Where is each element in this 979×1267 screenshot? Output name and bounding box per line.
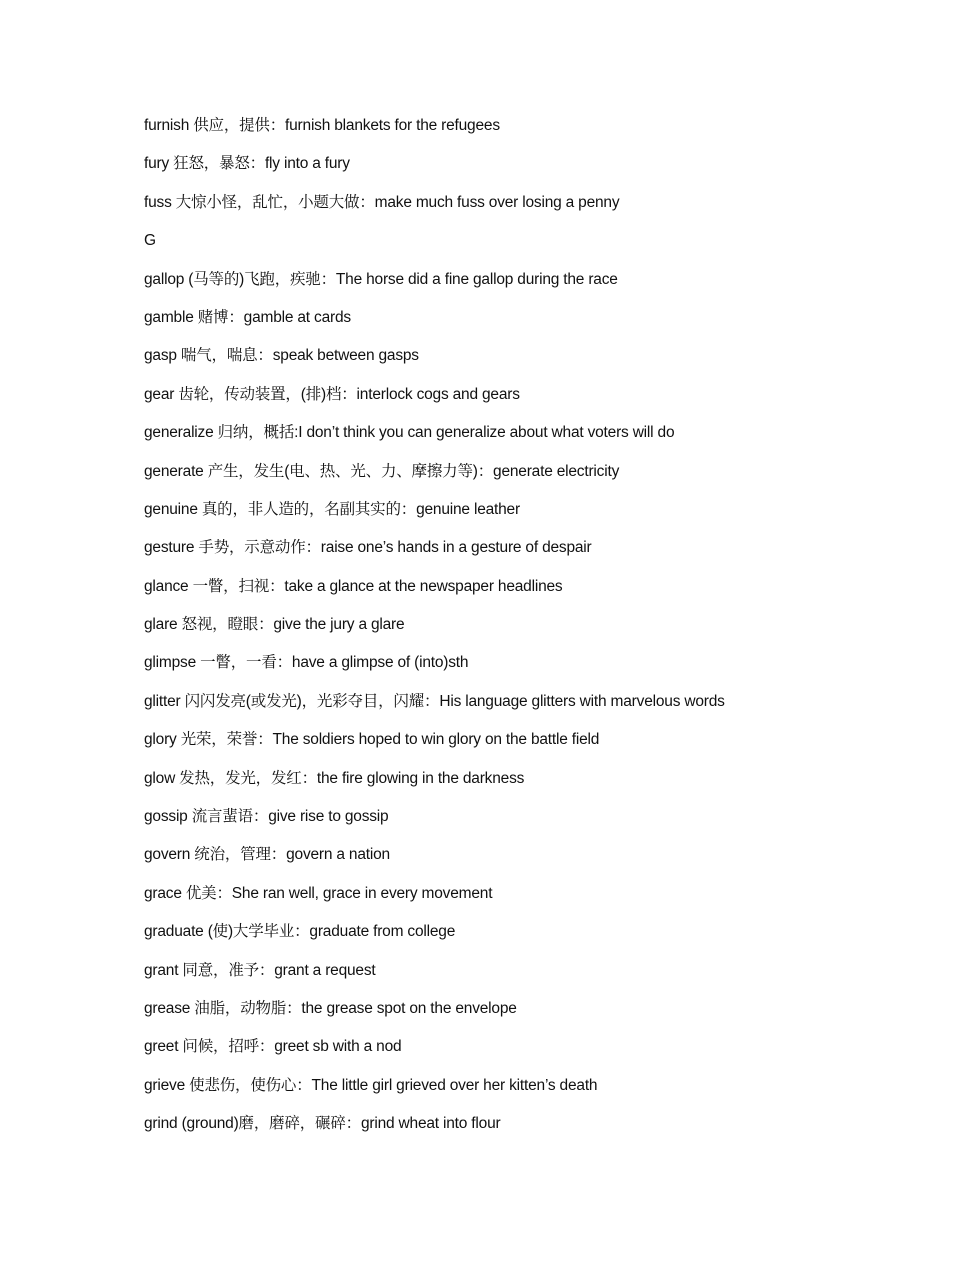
vocab-entry: grace 优美：She ran well, grace in every movement: [144, 884, 493, 902]
vocab-entry: glimpse 一瞥，一看：have a glimpse of (into)sth: [144, 654, 469, 672]
vocab-entry: govern 统治，管理：govern a nation: [144, 846, 390, 864]
vocab-entry: gear 齿轮，传动装置，(排)档：interlock cogs and gears: [144, 385, 520, 403]
vocab-entry: gamble 赌博：gamble at cards: [144, 308, 351, 326]
vocab-entry: glitter 闪闪发亮(或发光)，光彩夺目，闪耀：His language glitters with marvelous words: [144, 692, 725, 710]
vocabulary-list: [144, 114, 944, 1151]
vocab-entry: grieve 使悲伤，使伤心：The little girl grieved over her kitten’s death: [144, 1076, 598, 1094]
vocab-entry: glow 发热，发光，发红：the fire glowing in the darkness: [144, 769, 525, 787]
vocab-entry: furnish 供应，提供：furnish blankets for the refugees: [144, 117, 500, 134]
vocab-entry: gossip 流言蜚语：give rise to gossip: [144, 808, 389, 826]
vocab-entry: glance 一瞥，扫视：take a glance at the newspaper headlines: [144, 577, 563, 595]
vocab-entry: greet 问候，招呼：greet sb with a nod: [144, 1038, 402, 1056]
vocab-entry: gallop (马等的)飞跑，疾驰：The horse did a fine gallop during the race: [144, 270, 618, 288]
vocab-entry: gesture 手势，示意动作：raise one’s hands in a gesture of despair: [144, 539, 592, 557]
vocab-entry: gasp 喘气，喘息：speak between gasps: [144, 347, 419, 365]
vocab-entry: fuss 大惊小怪，乱忙，小题大做：make much fuss over losing a penny: [144, 193, 620, 211]
vocab-entry: generate 产生，发生(电、热、光、力、摩擦力等)：generate electricity: [144, 462, 620, 480]
section-letter-heading: G: [144, 232, 156, 250]
vocab-entry: genuine 真的，非人造的，名副其实的：genuine leather: [144, 500, 520, 518]
vocab-entry: graduate (使)大学毕业：graduate from college: [144, 923, 456, 941]
vocab-entry: grease 油脂，动物脂：the grease spot on the envelope: [144, 999, 517, 1017]
vocab-entry: glare 怒视，瞪眼：give the jury a glare: [144, 616, 405, 634]
vocab-entry: glory 光荣，荣誉：The soldiers hoped to win glory on the battle field: [144, 731, 600, 749]
vocab-entry: fury 狂怒，暴怒：fly into a fury: [144, 155, 350, 173]
vocab-entry: grant 同意，准予：grant a request: [144, 961, 376, 979]
vocab-entry: grind (ground)磨，磨碎，碾碎：grind wheat into flour: [144, 1115, 501, 1133]
vocab-entry: generalize 归纳，概括:I don’t think you can generalize about what voters will do: [144, 424, 675, 442]
